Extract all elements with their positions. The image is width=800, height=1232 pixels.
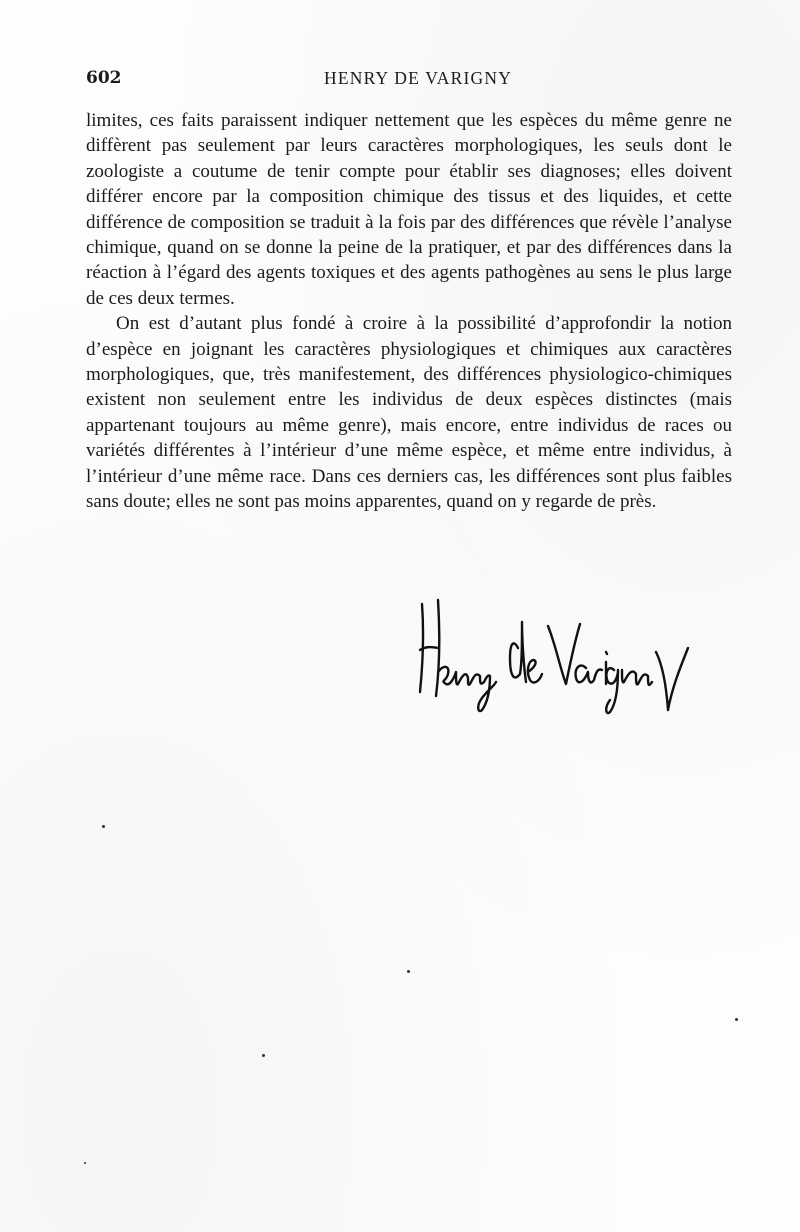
- running-head: [86, 68, 738, 90]
- body-text: [86, 108, 732, 515]
- paragraph-2: On est d’autant plus fondé à croire à la possibilité d’approfondir la notion d’espèce en joignant les caractères physiologiques et chimiques aux caractères morphologiques, que, très manifestement, des différences physiologico-chimiques existent non seulement entre les individus de deux espèces distinctes (mais appartenant toujours au même genre), mais encore, entre individus de races ou variétés différentes à l’intérieur d’une même espèce, et même entre individus, à l’intérieur d’une même race. Dans ces derniers cas, les différences sont plus faibles sans doute; elles ne sont pas moins apparentes, quand on y regarde de près.: [86, 313, 732, 513]
- running-title: HENRY DE VARIGNY: [324, 68, 513, 88]
- handwritten-signature: [410, 592, 690, 722]
- paragraph-1: limites, ces faits paraissent indiquer nettement que les espèces du même genre ne diffèrent pas seulement par leurs caractères morphologiques, les seuls dont le zoologiste a coutume de tenir compte pour établir ses diagnoses; elles doivent différer encore par la composition chimique des tissus et des liquides, et cette différence de composition se traduit à la fois par des différences que révèle l’analyse chimique, quand on se donne la peine de la pratiquer, et par des différences dans la réaction à l’égard des agents toxiques et des agents pathogènes au sens le plus large de ces deux termes.: [86, 110, 732, 309]
- page-number: 602: [86, 68, 122, 88]
